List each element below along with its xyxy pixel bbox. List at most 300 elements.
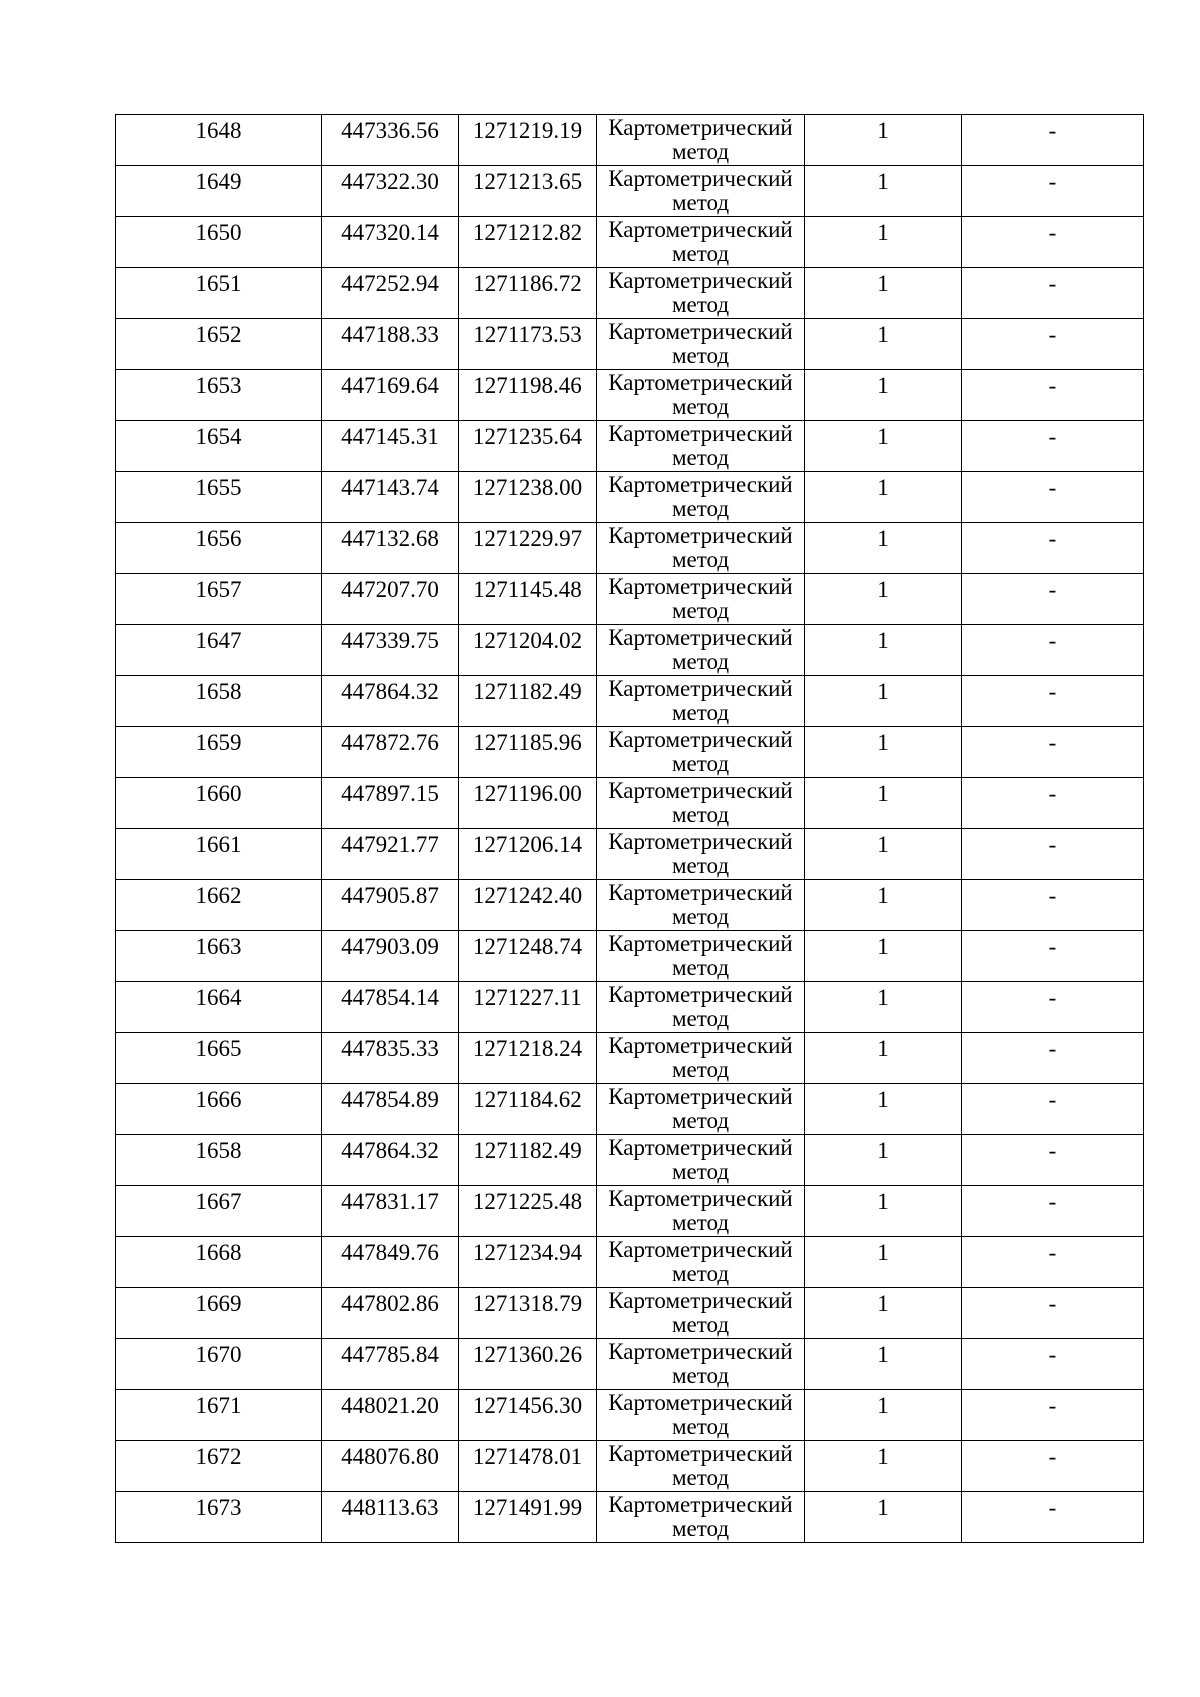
x-coordinate-cell — [322, 778, 459, 829]
accuracy-cell — [805, 1492, 962, 1543]
accuracy-cell-text: 1 — [877, 1189, 889, 1214]
point-number-cell — [116, 676, 322, 727]
point-number-cell-text: 1648 — [195, 118, 242, 143]
note-cell — [962, 1390, 1144, 1441]
note-cell — [962, 676, 1144, 727]
note-cell — [962, 523, 1144, 574]
note-cell-text: - — [1048, 781, 1057, 806]
table-row — [116, 1237, 1144, 1288]
point-number-cell-text: 1671 — [195, 1393, 242, 1418]
table-row — [116, 574, 1144, 625]
method-cell — [597, 625, 805, 676]
method-cell-text: Картометрический метод — [608, 472, 793, 521]
x-coordinate-cell-text: 447905.87 — [341, 883, 439, 908]
note-cell — [962, 268, 1144, 319]
y-coordinate-cell-text: 1271318.79 — [472, 1291, 583, 1316]
point-number-cell — [116, 115, 322, 166]
table-row — [116, 676, 1144, 727]
table-row — [116, 370, 1144, 421]
accuracy-cell-text: 1 — [877, 475, 889, 500]
table-row — [116, 625, 1144, 676]
accuracy-cell-text: 1 — [877, 1087, 889, 1112]
accuracy-cell — [805, 217, 962, 268]
method-cell — [597, 370, 805, 421]
x-coordinate-cell — [322, 829, 459, 880]
method-cell-text: Картометрический метод — [608, 217, 793, 266]
note-cell-text: - — [1048, 883, 1057, 908]
method-cell-text: Картометрический метод — [608, 523, 793, 572]
x-coordinate-cell — [322, 1135, 459, 1186]
table-row — [116, 982, 1144, 1033]
note-cell — [962, 829, 1144, 880]
note-cell-text: - — [1048, 271, 1057, 296]
x-coordinate-cell — [322, 1390, 459, 1441]
accuracy-cell-text: 1 — [877, 1393, 889, 1418]
x-coordinate-cell — [322, 931, 459, 982]
note-cell — [962, 1492, 1144, 1543]
x-coordinate-cell-text: 447169.64 — [341, 373, 439, 398]
method-cell-text: Картометрический метод — [608, 1033, 793, 1082]
x-coordinate-cell-text: 447132.68 — [341, 526, 439, 551]
method-cell — [597, 982, 805, 1033]
y-coordinate-cell — [459, 370, 597, 421]
point-number-cell-text: 1657 — [195, 577, 242, 602]
x-coordinate-cell-text: 448113.63 — [341, 1495, 439, 1520]
accuracy-cell-text: 1 — [877, 373, 889, 398]
method-cell-text: Картометрический метод — [608, 370, 793, 419]
point-number-cell — [116, 574, 322, 625]
x-coordinate-cell-text: 447854.14 — [341, 985, 439, 1010]
note-cell-text: - — [1048, 628, 1057, 653]
accuracy-cell — [805, 1441, 962, 1492]
y-coordinate-cell-text: 1271229.97 — [472, 526, 583, 551]
accuracy-cell-text: 1 — [877, 220, 889, 245]
method-cell-text: Картометрический метод — [608, 829, 793, 878]
y-coordinate-cell — [459, 1441, 597, 1492]
point-number-cell-text: 1659 — [195, 730, 242, 755]
accuracy-cell-text: 1 — [877, 934, 889, 959]
point-number-cell-text: 1661 — [195, 832, 242, 857]
accuracy-cell-text: 1 — [877, 1291, 889, 1316]
method-cell — [597, 676, 805, 727]
point-number-cell-text: 1655 — [195, 475, 242, 500]
method-cell — [597, 217, 805, 268]
y-coordinate-cell-text: 1271186.72 — [473, 271, 582, 296]
method-cell — [597, 574, 805, 625]
y-coordinate-cell — [459, 931, 597, 982]
accuracy-cell-text: 1 — [877, 679, 889, 704]
accuracy-cell-text: 1 — [877, 985, 889, 1010]
accuracy-cell-text: 1 — [877, 1036, 889, 1061]
y-coordinate-cell-text: 1271478.01 — [472, 1444, 583, 1469]
y-coordinate-cell — [459, 727, 597, 778]
point-number-cell — [116, 982, 322, 1033]
point-number-cell-text: 1660 — [195, 781, 242, 806]
y-coordinate-cell-text: 1271456.30 — [472, 1393, 583, 1418]
table-row — [116, 523, 1144, 574]
y-coordinate-cell-text: 1271182.49 — [473, 679, 582, 704]
point-number-cell-text: 1669 — [195, 1291, 242, 1316]
x-coordinate-cell-text: 447188.33 — [341, 322, 439, 347]
accuracy-cell — [805, 1288, 962, 1339]
x-coordinate-cell-text: 447143.74 — [341, 475, 439, 500]
note-cell — [962, 778, 1144, 829]
y-coordinate-cell-text: 1271242.40 — [472, 883, 583, 908]
y-coordinate-cell-text: 1271206.14 — [472, 832, 583, 857]
x-coordinate-cell-text: 447835.33 — [341, 1036, 439, 1061]
y-coordinate-cell — [459, 1492, 597, 1543]
note-cell-text: - — [1048, 1291, 1057, 1316]
note-cell — [962, 319, 1144, 370]
note-cell-text: - — [1048, 322, 1057, 347]
point-number-cell — [116, 1492, 322, 1543]
method-cell-text: Картометрический метод — [608, 1186, 793, 1235]
y-coordinate-cell-text: 1271204.02 — [472, 628, 583, 653]
y-coordinate-cell-text: 1271227.11 — [473, 985, 582, 1010]
method-cell-text: Картометрический метод — [608, 676, 793, 725]
x-coordinate-cell-text: 447897.15 — [341, 781, 439, 806]
y-coordinate-cell-text: 1271234.94 — [472, 1240, 583, 1265]
method-cell-text: Картометрический метод — [608, 268, 793, 317]
accuracy-cell-text: 1 — [877, 1342, 889, 1367]
note-cell — [962, 217, 1144, 268]
point-number-cell-text: 1654 — [195, 424, 242, 449]
coordinates-table-body — [116, 115, 1144, 1543]
x-coordinate-cell — [322, 880, 459, 931]
x-coordinate-cell — [322, 1186, 459, 1237]
y-coordinate-cell — [459, 421, 597, 472]
x-coordinate-cell-text: 447339.75 — [341, 628, 439, 653]
y-coordinate-cell — [459, 880, 597, 931]
accuracy-cell-text: 1 — [877, 271, 889, 296]
y-coordinate-cell-text: 1271182.49 — [473, 1138, 582, 1163]
method-cell — [597, 778, 805, 829]
point-number-cell-text: 1656 — [195, 526, 242, 551]
note-cell-text: - — [1048, 730, 1057, 755]
method-cell-text: Картометрический метод — [608, 166, 793, 215]
table-row — [116, 1390, 1144, 1441]
accuracy-cell — [805, 829, 962, 880]
note-cell — [962, 1339, 1144, 1390]
method-cell-text: Картометрический метод — [608, 1339, 793, 1388]
table-row — [116, 880, 1144, 931]
method-cell — [597, 115, 805, 166]
y-coordinate-cell — [459, 319, 597, 370]
point-number-cell — [116, 880, 322, 931]
x-coordinate-cell — [322, 217, 459, 268]
x-coordinate-cell — [322, 1033, 459, 1084]
x-coordinate-cell-text: 447145.31 — [341, 424, 439, 449]
y-coordinate-cell — [459, 115, 597, 166]
accuracy-cell — [805, 1390, 962, 1441]
note-cell — [962, 880, 1144, 931]
table-row — [116, 217, 1144, 268]
x-coordinate-cell — [322, 370, 459, 421]
table-row — [116, 115, 1144, 166]
accuracy-cell-text: 1 — [877, 1240, 889, 1265]
note-cell — [962, 1441, 1144, 1492]
method-cell — [597, 1033, 805, 1084]
accuracy-cell-text: 1 — [877, 526, 889, 551]
note-cell-text: - — [1048, 934, 1057, 959]
x-coordinate-cell — [322, 574, 459, 625]
x-coordinate-cell-text: 447872.76 — [341, 730, 439, 755]
method-cell — [597, 1492, 805, 1543]
y-coordinate-cell — [459, 1186, 597, 1237]
point-number-cell-text: 1668 — [195, 1240, 242, 1265]
accuracy-cell — [805, 421, 962, 472]
note-cell-text: - — [1048, 220, 1057, 245]
note-cell — [962, 982, 1144, 1033]
x-coordinate-cell — [322, 523, 459, 574]
y-coordinate-cell-text: 1271360.26 — [472, 1342, 583, 1367]
accuracy-cell — [805, 1033, 962, 1084]
point-number-cell — [116, 370, 322, 421]
x-coordinate-cell — [322, 1288, 459, 1339]
y-coordinate-cell — [459, 268, 597, 319]
note-cell-text: - — [1048, 526, 1057, 551]
point-number-cell-text: 1665 — [195, 1036, 242, 1061]
note-cell-text: - — [1048, 1189, 1057, 1214]
method-cell-text: Картометрический метод — [608, 1441, 793, 1490]
x-coordinate-cell-text: 447849.76 — [341, 1240, 439, 1265]
note-cell — [962, 1033, 1144, 1084]
note-cell — [962, 931, 1144, 982]
x-coordinate-cell-text: 447322.30 — [341, 169, 439, 194]
accuracy-cell — [805, 982, 962, 1033]
method-cell — [597, 1339, 805, 1390]
y-coordinate-cell — [459, 472, 597, 523]
point-number-cell-text: 1673 — [195, 1495, 242, 1520]
note-cell-text: - — [1048, 1495, 1057, 1520]
method-cell — [597, 1135, 805, 1186]
point-number-cell — [116, 1390, 322, 1441]
y-coordinate-cell — [459, 217, 597, 268]
accuracy-cell — [805, 115, 962, 166]
y-coordinate-cell-text: 1271235.64 — [472, 424, 583, 449]
coordinates-table — [115, 114, 1144, 1543]
y-coordinate-cell-text: 1271219.19 — [472, 118, 583, 143]
note-cell — [962, 1288, 1144, 1339]
y-coordinate-cell-text: 1271248.74 — [472, 934, 583, 959]
method-cell — [597, 472, 805, 523]
method-cell — [597, 1237, 805, 1288]
point-number-cell-text: 1653 — [195, 373, 242, 398]
y-coordinate-cell-text: 1271212.82 — [472, 220, 583, 245]
x-coordinate-cell-text: 448021.20 — [341, 1393, 439, 1418]
accuracy-cell-text: 1 — [877, 169, 889, 194]
method-cell-text: Картометрический метод — [608, 1135, 793, 1184]
x-coordinate-cell-text: 447785.84 — [341, 1342, 439, 1367]
method-cell — [597, 1084, 805, 1135]
table-row — [116, 268, 1144, 319]
accuracy-cell — [805, 778, 962, 829]
method-cell — [597, 1390, 805, 1441]
point-number-cell-text: 1658 — [195, 1138, 242, 1163]
accuracy-cell — [805, 472, 962, 523]
y-coordinate-cell-text: 1271225.48 — [472, 1189, 583, 1214]
accuracy-cell-text: 1 — [877, 577, 889, 602]
accuracy-cell-text: 1 — [877, 1444, 889, 1469]
note-cell-text: - — [1048, 169, 1057, 194]
method-cell — [597, 166, 805, 217]
x-coordinate-cell-text: 447207.70 — [341, 577, 439, 602]
accuracy-cell — [805, 319, 962, 370]
accuracy-cell — [805, 676, 962, 727]
point-number-cell-text: 1663 — [195, 934, 242, 959]
x-coordinate-cell — [322, 421, 459, 472]
y-coordinate-cell — [459, 778, 597, 829]
accuracy-cell-text: 1 — [877, 322, 889, 347]
y-coordinate-cell — [459, 676, 597, 727]
note-cell — [962, 421, 1144, 472]
method-cell — [597, 931, 805, 982]
accuracy-cell — [805, 931, 962, 982]
y-coordinate-cell-text: 1271196.00 — [473, 781, 582, 806]
y-coordinate-cell-text: 1271491.99 — [472, 1495, 583, 1520]
x-coordinate-cell-text: 447336.56 — [341, 118, 439, 143]
method-cell — [597, 421, 805, 472]
table-row — [116, 1339, 1144, 1390]
x-coordinate-cell-text: 447831.17 — [341, 1189, 439, 1214]
accuracy-cell-text: 1 — [877, 1138, 889, 1163]
table-row — [116, 166, 1144, 217]
x-coordinate-cell-text: 447252.94 — [341, 271, 439, 296]
point-number-cell — [116, 931, 322, 982]
table-row — [116, 1288, 1144, 1339]
y-coordinate-cell-text: 1271184.62 — [473, 1087, 582, 1112]
accuracy-cell-text: 1 — [877, 730, 889, 755]
x-coordinate-cell — [322, 1084, 459, 1135]
accuracy-cell — [805, 268, 962, 319]
table-row — [116, 472, 1144, 523]
point-number-cell — [116, 217, 322, 268]
table-row — [116, 421, 1144, 472]
note-cell — [962, 727, 1144, 778]
note-cell — [962, 625, 1144, 676]
method-cell-text: Картометрический метод — [608, 982, 793, 1031]
x-coordinate-cell — [322, 625, 459, 676]
point-number-cell-text: 1667 — [195, 1189, 242, 1214]
accuracy-cell — [805, 1084, 962, 1135]
table-row — [116, 1084, 1144, 1135]
table-row — [116, 931, 1144, 982]
accuracy-cell — [805, 625, 962, 676]
point-number-cell-text: 1664 — [195, 985, 242, 1010]
method-cell-text: Картометрический метод — [608, 625, 793, 674]
accuracy-cell — [805, 1237, 962, 1288]
point-number-cell-text: 1652 — [195, 322, 242, 347]
method-cell-text: Картометрический метод — [608, 1492, 793, 1541]
y-coordinate-cell-text: 1271145.48 — [473, 577, 582, 602]
x-coordinate-cell-text: 447921.77 — [341, 832, 439, 857]
method-cell-text: Картометрический метод — [608, 1237, 793, 1286]
note-cell — [962, 1237, 1144, 1288]
method-cell — [597, 727, 805, 778]
y-coordinate-cell — [459, 166, 597, 217]
x-coordinate-cell — [322, 982, 459, 1033]
point-number-cell — [116, 1339, 322, 1390]
method-cell — [597, 1288, 805, 1339]
y-coordinate-cell — [459, 1135, 597, 1186]
accuracy-cell — [805, 1186, 962, 1237]
point-number-cell — [116, 1135, 322, 1186]
accuracy-cell-text: 1 — [877, 424, 889, 449]
note-cell-text: - — [1048, 832, 1057, 857]
method-cell-text: Картометрический метод — [608, 421, 793, 470]
method-cell-text: Картометрический метод — [608, 115, 793, 164]
point-number-cell — [116, 523, 322, 574]
note-cell — [962, 370, 1144, 421]
point-number-cell — [116, 1237, 322, 1288]
note-cell-text: - — [1048, 118, 1057, 143]
accuracy-cell-text: 1 — [877, 118, 889, 143]
x-coordinate-cell — [322, 115, 459, 166]
x-coordinate-cell-text: 447903.09 — [341, 934, 439, 959]
method-cell-text: Картометрический метод — [608, 1390, 793, 1439]
accuracy-cell — [805, 166, 962, 217]
point-number-cell-text: 1672 — [195, 1444, 242, 1469]
y-coordinate-cell — [459, 1033, 597, 1084]
accuracy-cell — [805, 880, 962, 931]
table-row — [116, 319, 1144, 370]
method-cell — [597, 523, 805, 574]
x-coordinate-cell — [322, 268, 459, 319]
x-coordinate-cell-text: 447864.32 — [341, 1138, 439, 1163]
point-number-cell — [116, 319, 322, 370]
note-cell-text: - — [1048, 1087, 1057, 1112]
accuracy-cell-text: 1 — [877, 781, 889, 806]
x-coordinate-cell — [322, 1237, 459, 1288]
y-coordinate-cell — [459, 625, 597, 676]
x-coordinate-cell — [322, 166, 459, 217]
x-coordinate-cell — [322, 676, 459, 727]
note-cell-text: - — [1048, 1036, 1057, 1061]
accuracy-cell — [805, 523, 962, 574]
x-coordinate-cell — [322, 472, 459, 523]
point-number-cell — [116, 1084, 322, 1135]
method-cell-text: Картометрический метод — [608, 1288, 793, 1337]
point-number-cell-text: 1650 — [195, 220, 242, 245]
point-number-cell — [116, 727, 322, 778]
point-number-cell-text: 1651 — [195, 271, 242, 296]
x-coordinate-cell-text: 447854.89 — [341, 1087, 439, 1112]
x-coordinate-cell — [322, 1441, 459, 1492]
point-number-cell — [116, 829, 322, 880]
method-cell — [597, 1186, 805, 1237]
y-coordinate-cell-text: 1271213.65 — [472, 169, 583, 194]
note-cell-text: - — [1048, 424, 1057, 449]
point-number-cell — [116, 166, 322, 217]
table-row — [116, 1492, 1144, 1543]
y-coordinate-cell — [459, 1084, 597, 1135]
point-number-cell — [116, 421, 322, 472]
table-row — [116, 1186, 1144, 1237]
point-number-cell — [116, 1186, 322, 1237]
method-cell-text: Картометрический метод — [608, 1084, 793, 1133]
accuracy-cell — [805, 370, 962, 421]
note-cell-text: - — [1048, 1138, 1057, 1163]
table-row — [116, 1033, 1144, 1084]
y-coordinate-cell — [459, 1237, 597, 1288]
y-coordinate-cell — [459, 1288, 597, 1339]
x-coordinate-cell-text: 447320.14 — [341, 220, 439, 245]
point-number-cell — [116, 1033, 322, 1084]
note-cell — [962, 115, 1144, 166]
point-number-cell-text: 1662 — [195, 883, 242, 908]
point-number-cell-text: 1670 — [195, 1342, 242, 1367]
note-cell — [962, 1084, 1144, 1135]
